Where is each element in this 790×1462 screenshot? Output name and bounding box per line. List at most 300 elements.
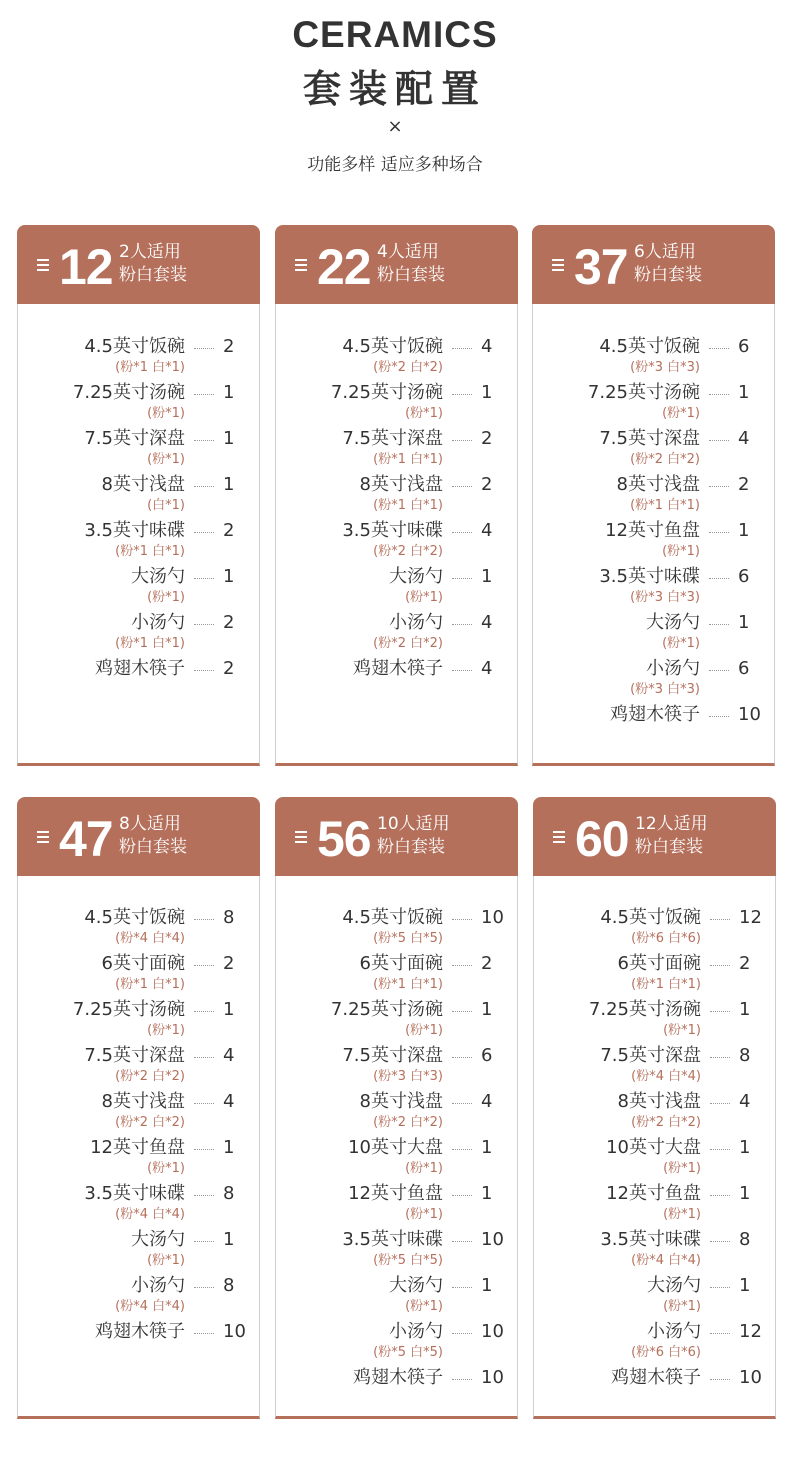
item-name: 8英寸浅盘 — [359, 474, 443, 495]
dotted-leader — [452, 670, 472, 671]
item-name: 7.25英寸汤碗 — [330, 999, 443, 1020]
menu-lines-icon — [295, 831, 307, 843]
list-item — [533, 474, 774, 496]
card-header — [275, 797, 518, 876]
list-item — [18, 612, 259, 634]
dotted-leader — [194, 1057, 214, 1058]
item-quantity: 1 — [223, 999, 235, 1020]
item-name: 小汤勺 — [647, 1321, 701, 1342]
item-color-note: (粉*1) — [662, 544, 700, 559]
item-quantity: 4 — [223, 1045, 235, 1066]
dotted-leader — [709, 716, 729, 717]
item-quantity: 1 — [223, 428, 235, 449]
item-color-note: (粉*3 白*3) — [630, 360, 700, 375]
card-header — [17, 797, 260, 876]
item-color-note: (粉*2 白*2) — [631, 1115, 701, 1130]
item-quantity: 1 — [223, 382, 235, 403]
item-name: 4.5英寸饭碗 — [342, 336, 443, 357]
card-item-list — [533, 876, 776, 1419]
dotted-leader — [452, 1103, 472, 1104]
item-color-note: (粉*1) — [662, 406, 700, 421]
item-name: 7.5英寸深盘 — [84, 1045, 185, 1066]
item-quantity: 1 — [481, 1183, 493, 1204]
card-header — [275, 225, 518, 304]
list-item — [534, 1367, 775, 1389]
list-item — [276, 1091, 517, 1113]
item-name: 4.5英寸饭碗 — [599, 336, 700, 357]
item-name: 8英寸浅盘 — [616, 474, 700, 495]
list-item — [534, 953, 775, 975]
item-quantity: 1 — [481, 999, 493, 1020]
item-name: 7.5英寸深盘 — [599, 428, 700, 449]
list-item — [276, 336, 517, 358]
set-card-60 — [533, 797, 776, 1419]
dotted-leader — [452, 1333, 472, 1334]
item-color-note: (粉*2 白*2) — [115, 1115, 185, 1130]
dotted-leader — [710, 1103, 730, 1104]
item-color-note: (粉*6 白*6) — [631, 931, 701, 946]
item-quantity: 6 — [738, 658, 750, 679]
item-quantity: 4 — [738, 428, 750, 449]
item-name: 4.5英寸饭碗 — [84, 336, 185, 357]
menu-lines-icon — [37, 259, 49, 271]
item-quantity: 2 — [739, 953, 751, 974]
item-color-note: (粉*1 白*1) — [115, 544, 185, 559]
list-item — [18, 999, 259, 1021]
item-color-note: (粉*1) — [405, 1161, 443, 1176]
list-item — [276, 566, 517, 588]
list-item — [18, 1137, 259, 1159]
item-quantity: 2 — [223, 953, 235, 974]
dotted-leader — [710, 1287, 730, 1288]
item-color-note: (粉*4 白*4) — [631, 1069, 701, 1084]
item-quantity: 6 — [481, 1045, 493, 1066]
item-quantity: 4 — [739, 1091, 751, 1112]
set-name: 粉白套装 — [634, 265, 702, 285]
item-quantity: 2 — [481, 428, 493, 449]
item-color-note: (粉*1 白*1) — [630, 498, 700, 513]
dotted-leader — [710, 1241, 730, 1242]
dotted-leader — [709, 440, 729, 441]
list-item — [276, 1045, 517, 1067]
item-name: 3.5英寸味碟 — [342, 520, 443, 541]
item-name: 3.5英寸味碟 — [599, 566, 700, 587]
item-quantity: 8 — [223, 1183, 235, 1204]
list-item — [18, 953, 259, 975]
list-item — [276, 1137, 517, 1159]
card-item-list — [17, 876, 260, 1419]
item-name: 3.5英寸味碟 — [600, 1229, 701, 1250]
item-name: 鸡翅木筷子 — [95, 658, 185, 679]
list-item — [533, 520, 774, 542]
dotted-leader — [452, 440, 472, 441]
dotted-leader — [194, 670, 214, 671]
dotted-leader — [710, 1149, 730, 1150]
item-color-note: (粉*4 白*4) — [115, 1207, 185, 1222]
item-color-note: (粉*4 白*4) — [115, 1299, 185, 1314]
set-card-37 — [532, 225, 775, 766]
list-item — [533, 704, 774, 726]
item-name: 7.25英寸汤碗 — [330, 382, 443, 403]
item-quantity: 8 — [739, 1045, 751, 1066]
list-item — [276, 999, 517, 1021]
item-name: 7.5英寸深盘 — [342, 1045, 443, 1066]
list-item — [276, 1275, 517, 1297]
item-quantity: 2 — [223, 520, 235, 541]
card-header-text — [634, 241, 702, 287]
item-quantity: 10 — [223, 1321, 246, 1342]
item-name: 小汤勺 — [131, 1275, 185, 1296]
item-name: 6英寸面碗 — [359, 953, 443, 974]
set-card-22 — [275, 225, 518, 766]
item-quantity: 8 — [223, 907, 235, 928]
item-color-note: (粉*5 白*5) — [373, 931, 443, 946]
item-name: 4.5英寸饭碗 — [600, 907, 701, 928]
item-quantity: 4 — [481, 520, 493, 541]
item-quantity: 1 — [739, 1137, 751, 1158]
list-item — [533, 612, 774, 634]
item-color-note: (粉*1) — [147, 590, 185, 605]
dotted-leader — [452, 1195, 472, 1196]
item-quantity: 10 — [481, 1367, 504, 1388]
item-name: 12英寸鱼盘 — [605, 520, 700, 541]
item-quantity: 10 — [481, 1229, 504, 1250]
item-name: 大汤勺 — [131, 566, 185, 587]
dotted-leader — [452, 348, 472, 349]
dotted-leader — [710, 965, 730, 966]
item-name: 大汤勺 — [389, 1275, 443, 1296]
item-name: 12英寸鱼盘 — [90, 1137, 185, 1158]
list-item — [276, 474, 517, 496]
item-name: 7.5英寸深盘 — [600, 1045, 701, 1066]
item-color-note: (粉*5 白*5) — [373, 1345, 443, 1360]
dotted-leader — [710, 919, 730, 920]
item-quantity: 4 — [223, 1091, 235, 1112]
dotted-leader — [452, 578, 472, 579]
item-name: 鸡翅木筷子 — [353, 658, 443, 679]
dotted-leader — [709, 578, 729, 579]
dotted-leader — [709, 394, 729, 395]
list-item — [276, 658, 517, 680]
item-color-note: (粉*5 白*5) — [373, 1253, 443, 1268]
card-item-list — [532, 304, 775, 766]
item-quantity: 1 — [738, 382, 750, 403]
list-item — [276, 612, 517, 634]
card-header-text — [635, 813, 708, 859]
item-color-note: (粉*1) — [147, 406, 185, 421]
item-quantity: 2 — [223, 336, 235, 357]
item-name: 4.5英寸饭碗 — [342, 907, 443, 928]
dotted-leader — [452, 919, 472, 920]
list-item — [533, 382, 774, 404]
item-quantity: 1 — [739, 1183, 751, 1204]
item-quantity: 1 — [739, 999, 751, 1020]
list-item — [534, 1229, 775, 1251]
dotted-leader — [194, 1333, 214, 1334]
dotted-leader — [194, 578, 214, 579]
item-name: 3.5英寸味碟 — [342, 1229, 443, 1250]
set-card-56 — [275, 797, 518, 1419]
item-quantity: 8 — [223, 1275, 235, 1296]
list-item — [18, 1183, 259, 1205]
list-item — [534, 1091, 775, 1113]
list-item — [276, 520, 517, 542]
set-name: 粉白套装 — [635, 837, 703, 857]
item-color-note: (粉*1) — [663, 1299, 701, 1314]
list-item — [18, 1321, 259, 1343]
item-color-note: (粉*2 白*2) — [373, 636, 443, 651]
people-count: 8人适用 — [119, 814, 181, 834]
item-name: 鸡翅木筷子 — [610, 704, 700, 725]
item-quantity: 1 — [481, 1137, 493, 1158]
list-item — [18, 1091, 259, 1113]
list-item — [18, 1229, 259, 1251]
item-name: 7.5英寸深盘 — [84, 428, 185, 449]
title-chinese: 套装配置 — [302, 67, 487, 111]
item-quantity: 1 — [738, 612, 750, 633]
item-name: 8英寸浅盘 — [101, 1091, 185, 1112]
item-name: 6英寸面碗 — [617, 953, 701, 974]
dotted-leader — [452, 624, 472, 625]
item-name: 鸡翅木筷子 — [95, 1321, 185, 1342]
item-name: 小汤勺 — [646, 658, 700, 679]
dotted-leader — [452, 1057, 472, 1058]
card-header — [533, 797, 776, 876]
list-item — [18, 520, 259, 542]
dotted-leader — [452, 394, 472, 395]
dotted-leader — [194, 965, 214, 966]
item-color-note: (粉*1) — [663, 1161, 701, 1176]
dotted-leader — [194, 1011, 214, 1012]
list-item — [18, 382, 259, 404]
card-header-text — [119, 241, 187, 287]
item-quantity: 1 — [223, 474, 235, 495]
item-name: 8英寸浅盘 — [359, 1091, 443, 1112]
dotted-leader — [710, 1195, 730, 1196]
item-color-note: (粉*6 白*6) — [631, 1345, 701, 1360]
item-color-note: (粉*3 白*3) — [630, 682, 700, 697]
people-count: 2人适用 — [119, 242, 181, 262]
dotted-leader — [710, 1057, 730, 1058]
dotted-leader — [452, 1287, 472, 1288]
card-item-list — [275, 876, 518, 1419]
dotted-leader — [194, 440, 214, 441]
item-name: 大汤勺 — [389, 566, 443, 587]
dotted-leader — [452, 532, 472, 533]
item-color-note: (粉*1) — [147, 452, 185, 467]
item-color-note: (粉*1 白*1) — [373, 452, 443, 467]
item-name: 6英寸面碗 — [101, 953, 185, 974]
item-name: 7.25英寸汤碗 — [72, 999, 185, 1020]
list-item — [276, 1229, 517, 1251]
dotted-leader — [452, 1149, 472, 1150]
list-item — [276, 1321, 517, 1343]
piece-count: 60 — [575, 811, 629, 867]
item-color-note: (粉*1) — [405, 1299, 443, 1314]
item-quantity: 10 — [739, 1367, 762, 1388]
dotted-leader — [194, 486, 214, 487]
list-item — [18, 907, 259, 929]
dotted-leader — [709, 624, 729, 625]
item-color-note: (粉*1) — [405, 590, 443, 605]
list-item — [276, 382, 517, 404]
item-name: 4.5英寸饭碗 — [84, 907, 185, 928]
item-name: 大汤勺 — [131, 1229, 185, 1250]
item-color-note: (粉*1) — [147, 1161, 185, 1176]
item-color-note: (粉*1) — [147, 1253, 185, 1268]
item-quantity: 2 — [481, 474, 493, 495]
item-quantity: 12 — [739, 907, 762, 928]
list-item — [18, 428, 259, 450]
dotted-leader — [194, 624, 214, 625]
piece-count: 12 — [59, 239, 113, 295]
item-color-note: (粉*1 白*1) — [373, 977, 443, 992]
people-count: 12人适用 — [635, 814, 708, 834]
dotted-leader — [194, 1287, 214, 1288]
item-name: 小汤勺 — [389, 1321, 443, 1342]
list-item — [534, 907, 775, 929]
list-item — [18, 336, 259, 358]
set-name: 粉白套装 — [119, 265, 187, 285]
item-color-note: (粉*3 白*3) — [373, 1069, 443, 1084]
dotted-leader — [710, 1011, 730, 1012]
item-color-note: (粉*2 白*2) — [630, 452, 700, 467]
item-quantity: 4 — [481, 336, 493, 357]
item-quantity: 4 — [481, 1091, 493, 1112]
list-item — [534, 1275, 775, 1297]
dotted-leader — [194, 394, 214, 395]
people-count: 4人适用 — [377, 242, 439, 262]
dotted-leader — [709, 486, 729, 487]
set-card-47 — [17, 797, 260, 1419]
item-name: 10英寸大盘 — [606, 1137, 701, 1158]
card-header-text — [119, 813, 187, 859]
card-header — [17, 225, 260, 304]
dotted-leader — [709, 348, 729, 349]
set-name: 粉白套装 — [119, 837, 187, 857]
dotted-leader — [452, 1379, 472, 1380]
item-name: 大汤勺 — [647, 1275, 701, 1296]
piece-count: 56 — [317, 811, 371, 867]
item-quantity: 8 — [739, 1229, 751, 1250]
list-item — [534, 1045, 775, 1067]
set-name: 粉白套装 — [377, 837, 445, 857]
dotted-leader — [194, 1103, 214, 1104]
menu-lines-icon — [552, 259, 564, 271]
item-name: 3.5英寸味碟 — [84, 520, 185, 541]
item-color-note: (粉*1 白*1) — [631, 977, 701, 992]
item-color-note: (粉*3 白*3) — [630, 590, 700, 605]
item-quantity: 2 — [481, 953, 493, 974]
item-color-note: (粉*4 白*4) — [115, 931, 185, 946]
item-quantity: 1 — [481, 1275, 493, 1296]
list-item — [18, 1275, 259, 1297]
dotted-leader — [194, 348, 214, 349]
dotted-leader — [709, 670, 729, 671]
item-color-note: (粉*1) — [663, 1023, 701, 1038]
card-item-list — [275, 304, 518, 766]
list-item — [276, 953, 517, 975]
menu-lines-icon — [553, 831, 565, 843]
item-color-note: (粉*1) — [405, 406, 443, 421]
item-quantity: 10 — [481, 907, 504, 928]
item-quantity: 6 — [738, 336, 750, 357]
list-item — [276, 428, 517, 450]
menu-lines-icon — [295, 259, 307, 271]
piece-count: 37 — [574, 239, 628, 295]
card-header — [532, 225, 775, 304]
item-name: 大汤勺 — [646, 612, 700, 633]
item-quantity: 1 — [223, 1137, 235, 1158]
item-quantity: 2 — [738, 474, 750, 495]
dotted-leader — [452, 486, 472, 487]
item-color-note: (粉*1 白*1) — [115, 360, 185, 375]
people-count: 6人适用 — [634, 242, 696, 262]
item-color-note: (粉*1) — [662, 636, 700, 651]
item-name: 鸡翅木筷子 — [353, 1367, 443, 1388]
item-name: 8英寸浅盘 — [101, 474, 185, 495]
card-header-text — [377, 813, 450, 859]
dotted-leader — [194, 532, 214, 533]
item-quantity: 2 — [223, 612, 235, 633]
item-color-note: (粉*4 白*4) — [631, 1253, 701, 1268]
item-color-note: (粉*1) — [147, 1023, 185, 1038]
item-quantity: 4 — [481, 658, 493, 679]
dotted-leader — [194, 1241, 214, 1242]
item-color-note: (粉*1) — [405, 1207, 443, 1222]
item-quantity: 4 — [481, 612, 493, 633]
item-quantity: 1 — [738, 520, 750, 541]
item-quantity: 6 — [738, 566, 750, 587]
list-item — [533, 336, 774, 358]
item-name: 10英寸大盘 — [348, 1137, 443, 1158]
dotted-leader — [452, 1241, 472, 1242]
item-color-note: (粉*2 白*2) — [373, 360, 443, 375]
item-name: 小汤勺 — [389, 612, 443, 633]
item-color-note: (粉*1 白*1) — [115, 977, 185, 992]
item-quantity: 1 — [223, 566, 235, 587]
item-color-note: (粉*2 白*2) — [373, 544, 443, 559]
item-name: 8英寸浅盘 — [617, 1091, 701, 1112]
list-item — [533, 566, 774, 588]
menu-lines-icon — [37, 831, 49, 843]
list-item — [534, 999, 775, 1021]
card-item-list — [17, 304, 260, 766]
item-color-note: (白*1) — [147, 498, 185, 513]
people-count: 10人适用 — [377, 814, 450, 834]
list-item — [18, 474, 259, 496]
list-item — [18, 658, 259, 680]
item-name: 鸡翅木筷子 — [611, 1367, 701, 1388]
dotted-leader — [194, 1149, 214, 1150]
set-card-12 — [17, 225, 260, 766]
item-name: 7.25英寸汤碗 — [72, 382, 185, 403]
piece-count: 47 — [59, 811, 113, 867]
list-item — [534, 1137, 775, 1159]
card-header-text — [377, 241, 445, 287]
dotted-leader — [452, 965, 472, 966]
item-color-note: (粉*1) — [663, 1207, 701, 1222]
list-item — [533, 428, 774, 450]
piece-count: 22 — [317, 239, 371, 295]
list-item — [276, 1367, 517, 1389]
item-quantity: 1 — [481, 382, 493, 403]
item-name: 7.25英寸汤碗 — [588, 999, 701, 1020]
item-quantity: 10 — [481, 1321, 504, 1342]
dotted-leader — [194, 1195, 214, 1196]
item-name: 小汤勺 — [131, 612, 185, 633]
item-quantity: 1 — [223, 1229, 235, 1250]
